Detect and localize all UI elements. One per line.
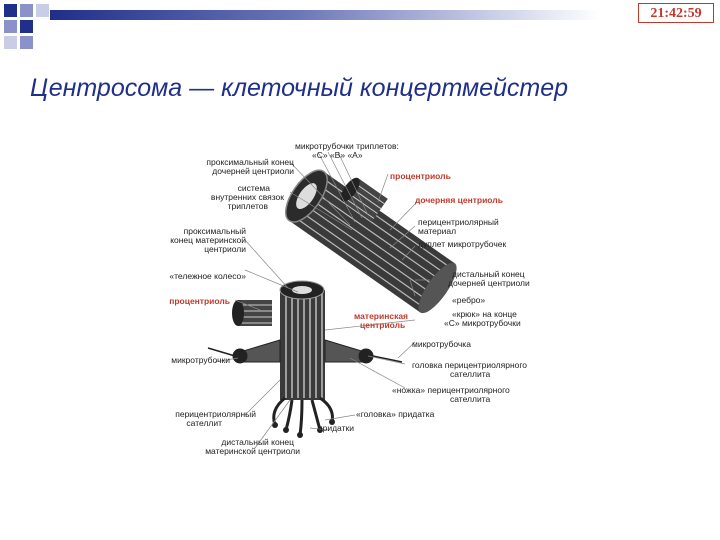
label-system-1: система xyxy=(237,183,270,193)
label-distal-daughter-1: дистальный конец xyxy=(452,269,525,279)
label-pericentriolar-sat-2: сателлит xyxy=(186,418,222,428)
label-sat-leg-1: «ножка» перицентриолярного xyxy=(392,385,510,395)
label-mt-triplets: микротрубочки триплетов: xyxy=(295,141,399,151)
label-mother-centriole-1: материнская xyxy=(354,311,409,321)
label-rib: «ребро» xyxy=(452,295,486,305)
label-distal-mother-2: материнской центриоли xyxy=(205,446,300,456)
slide-decoration xyxy=(0,0,720,50)
label-distal-daughter-2: дочерней центриоли xyxy=(448,278,530,288)
label-cba: «С» «В» «А» xyxy=(312,150,363,160)
label-distal-mother-1: дистальный конец xyxy=(221,437,294,447)
label-prox-mother-1: проксимальный xyxy=(183,226,246,236)
label-procentriole-top: процентриоль xyxy=(390,171,451,181)
label-doublet: дуплет микротрубочек xyxy=(418,239,507,249)
label-microtubule-left: микротрубочки xyxy=(171,355,230,365)
label-pericentriolar-sat-1: перицентриолярный xyxy=(175,409,256,419)
deco-square xyxy=(20,36,33,49)
clock: 21:42:59 xyxy=(638,3,714,23)
label-appendage-head: «головка» придатка xyxy=(356,409,435,419)
label-cartwheel: «тележное колесо» xyxy=(169,271,246,281)
label-prox-mother-3: центриоли xyxy=(204,244,246,254)
label-sat-head-2: сателлита xyxy=(450,369,491,379)
deco-square xyxy=(36,4,49,17)
label-appendages: придатки xyxy=(318,423,354,433)
label-pericentriolar-2: материал xyxy=(418,226,457,236)
label-prox-daughter-1: проксимальный конец xyxy=(206,157,294,167)
label-prox-mother-2: конец материнской xyxy=(170,235,246,245)
label-hook-1: «крюк» на конце xyxy=(452,309,517,319)
deco-square xyxy=(20,4,33,17)
deco-line xyxy=(50,10,600,20)
label-system-3: триплетов xyxy=(227,201,268,211)
deco-square xyxy=(4,4,17,17)
deco-square xyxy=(4,36,17,49)
label-system-2: внутренних связок xyxy=(210,192,284,202)
label-sat-leg-2: сателлита xyxy=(450,394,491,404)
label-prox-daughter-2: дочерней центриоли xyxy=(212,166,294,176)
deco-square xyxy=(20,20,33,33)
label-procentriole-left: процентриоль xyxy=(169,296,230,306)
deco-square xyxy=(4,20,17,33)
label-microtubule-right: микротрубочка xyxy=(412,339,471,349)
label-hook-2: «С» микротрубочки xyxy=(444,318,521,328)
label-pericentriolar-1: перицентриолярный xyxy=(418,217,499,227)
label-daughter-centriole: дочерняя центриоль xyxy=(415,195,503,205)
label-sat-head-1: головка перицентриолярного xyxy=(412,360,528,370)
procentriole-left-drawing xyxy=(232,300,272,326)
mother-centriole-drawing xyxy=(280,281,325,400)
label-mother-centriole-2: центриоль xyxy=(360,320,406,330)
slide-title: Центросома — клеточный концертмейстер xyxy=(30,74,569,102)
